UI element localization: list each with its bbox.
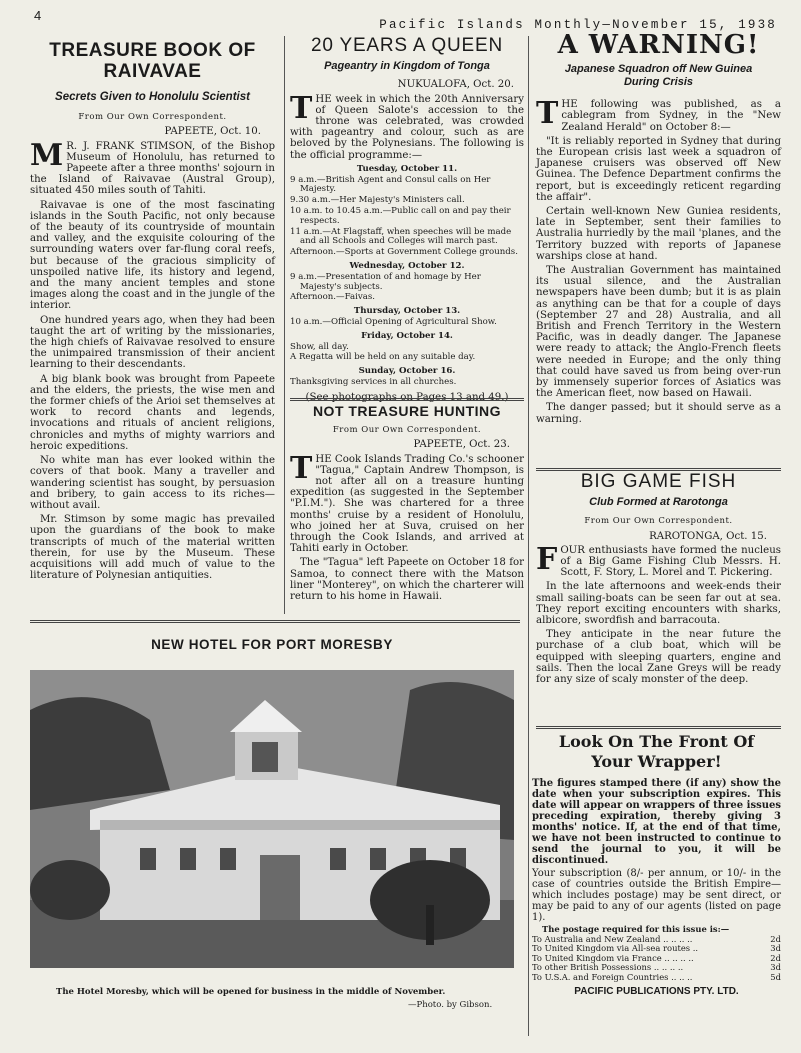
programme-item: Afternoon.—Sports at Government College grounds. <box>290 247 518 258</box>
column-rule-right <box>528 36 529 1036</box>
fish-article <box>536 471 781 688</box>
raivavae-subtitle: Secrets Given to Honolulu Scientist <box>55 91 250 103</box>
hunting-paragraph-1: HE Cook Islands Trading Co.'s schooner "Tagua," Captain Andrew Thompson, is not after all on a treasure hunting expedition (as suggested in the September "P.I.M."). She was chartered for a three months' cruise by a resident of Honolulu, who joined her at Suva, cruised on her through the Cook Islands, and arrived at Tahiti early in October. <box>290 453 524 555</box>
programme-day-3-items <box>290 318 524 328</box>
wrapper-title-line2: Your Wrapper! <box>591 752 722 771</box>
programme-item: 9.30 a.m.—Her Majesty's Ministers call. <box>290 195 465 206</box>
warning-paragraph-3: Certain well-known New Guniea residents, late in September, sent their families to Australia hurriedly by the mail 'planes, and the Territory buzzed with reports of Japanese warships close at hand. <box>536 206 781 262</box>
fish-title: BIG GAME FISH <box>580 471 737 492</box>
page-number: 4 <box>34 8 42 23</box>
warning-paragraph-2: "It is reliably reported in Sydney that during the European crisis last week a squadron of Japanese cruisers was observed off New Guinea. The Defence Department confirms the report, but is exceedingly reticent regarding the affair". <box>536 135 781 203</box>
warning-subtitle: Japanese Squadron off New Guinea During Crisis <box>564 63 753 89</box>
programme-day-5-items <box>290 378 524 388</box>
programme-item: 9 a.m.—Presentation of and homage by Her Majesty's subjects. <box>290 271 481 292</box>
warning-paragraph-5: The danger passed; but it should serve as a warning. <box>536 402 781 425</box>
hotel-illustration <box>30 670 514 968</box>
hunting-dateline: PAPEETE, Oct. 23. <box>413 439 510 451</box>
programme-day-5: Sunday, October 16. <box>358 366 456 377</box>
raivavae-paragraph-5: No white man has ever looked within the covers of that book. Many a traveller and wandering scientist has sought, by persuasion and bribery, to gain access to its riches—without avail. <box>30 455 275 511</box>
warning-paragraph-4: The Australian Government has maintained its usual silence, and the Australian newspapers have been dumb; but it is as plain as anything can be that for a couple of days (September 27 and 28) Australia, and all British and French Territory in the Western Pacific, was in deadly danger. The Japanese were ready to attack; the Anglo-French fleets were needed in Europe; and the only thing that could have saved us from being over-run by immensely superior forces of Asiatics was the American fleet, now based on Hawaii. <box>536 265 781 400</box>
raivavae-paragraph-6: Mr. Stimson by some magic has prevailed upon the guardians of the book to make transcripts of much of the material written therein, for use by the Museum. These acquisitions will add much of value to the literature of Polynesian antiquities. <box>30 514 275 582</box>
tonga-title: 20 YEARS A QUEEN <box>311 35 503 56</box>
postage-destination: To U.S.A. and Foreign Countries .. .. .. <box>532 971 693 982</box>
hunting-paragraph-2: The "Tagua" left Papeete on October 18 for Samoa, to connect there with the Matson liner "Monterey", on which the charterer will return to his home in Hawaii. <box>290 557 524 603</box>
raivavae-paragraph-4: A big blank book was brought from Papeete and the elders, the priests, the wise men and the former chiefs of the Arioi set themselves at work to record chants and legends, invocations and rituals of ancient religions, chronicles and myths of mighty warriors and heroic expeditions. <box>30 373 275 452</box>
postage-cost: 2d <box>770 952 781 963</box>
wrapper-title-line1: Look On The Front Of <box>558 732 755 751</box>
warning-paragraph-1: HE following was published, as a cablegram from Sydney, in the "New Zealand Herald" on October 8:— <box>561 99 781 133</box>
programme-day-2: Wednesday, October 12. <box>349 261 465 271</box>
fish-paragraph-3: They anticipate in the near future the purchase of a club boat, which will be equipped with sleeping quarters, engine and sails. Then the local Zane Greys will be ready for any size of scaly monster of the deep. <box>536 629 781 686</box>
hunting-title: NOT TREASURE HUNTING <box>312 403 502 419</box>
postage-cost: 3d <box>770 943 781 954</box>
programme-day-1-items <box>290 176 524 258</box>
wrapper-notice <box>532 732 781 997</box>
postage-heading: The postage required for this issue is:— <box>542 924 730 934</box>
hunting-drop-cap: T <box>290 450 313 486</box>
tonga-photo-note: (See photographs on Pages 13 and 49.) <box>305 391 509 403</box>
column-rule-left <box>284 36 285 614</box>
postage-cost: 3d <box>770 962 781 973</box>
raivavae-correspondent: From Our Own Correspondent. <box>78 112 227 123</box>
raivavae-paragraph-2: Raivavae is one of the most fascinating islands in the South Pacific, not only because of the beauty of its countryside of mountain and valley, and the exquisite colouring of the surrounding waters over far-flung coral reefs, but because of the gracious simplicity of unspoiled native life, its history and legend, and the many ancient temples and stone images along the coast and in the jungle of the interior. <box>30 199 275 312</box>
fish-subtitle: Club Formed at Rarotonga <box>589 496 728 509</box>
hotel-photo-credit: —Photo. by Gibson. <box>408 1000 493 1010</box>
programme-day-4: Friday, October 14. <box>361 330 453 341</box>
postage-cost: 5d <box>770 971 781 982</box>
fish-drop-cap: F <box>536 541 558 577</box>
raivavae-paragraph-3: One hundred years ago, when they had been taught the art of writing by the missionaries, the high chiefs of Raivavae resolved to ensure the unimpaired transmission of their ancient learning to their descendants. <box>30 314 275 371</box>
fish-correspondent: From Our Own Correspondent. <box>584 516 733 527</box>
programme-day-4-items <box>290 343 524 364</box>
wrapper-expiry-notice: The figures stamped there (if any) show the date when your subscription expires. This date will appear on wrappers of three issues preceding expiration, thereby giving 3 months' notice. If, at the end of that time, we have not been instructed to continue to send the journal to you, it will be discontinued. <box>532 778 781 866</box>
rule-above-hotel <box>30 620 520 623</box>
hotel-title: NEW HOTEL FOR PORT MORESBY <box>151 637 393 652</box>
hotel-caption: The Hotel Moresby, which will be opened for business in the middle of November. <box>56 987 446 997</box>
programme-item: 10 a.m.—Official Opening of Agricultural Show. <box>290 316 497 327</box>
postage-table <box>532 925 781 983</box>
raivavae-title-line2: RAIVAVAE <box>103 61 202 82</box>
programme-item: Afternoon.—Faivas. <box>290 292 375 303</box>
hotel-photo <box>30 670 514 968</box>
programme-item: 10 a.m. to 10.45 a.m.—Public call on and pay their respects. <box>290 206 511 226</box>
fish-paragraph-2: In the late afternoons and week-ends their small sailing-boats can be seen far out at sea. They report exciting encounters with sharks, albicore, swordfish and barracouta. <box>536 581 781 627</box>
raivavae-dateline: PAPEETE, Oct. 10. <box>164 126 261 138</box>
publisher-name: PACIFIC PUBLICATIONS PTY. LTD. <box>574 985 739 997</box>
raivavae-drop-cap: M <box>30 137 64 173</box>
programme-day-3: Thursday, October 13. <box>353 306 461 317</box>
tonga-subtitle: Pageantry in Kingdom of Tonga <box>324 60 490 73</box>
warning-drop-cap: T <box>536 96 559 132</box>
tonga-drop-cap: T <box>290 90 313 126</box>
postage-row <box>532 973 781 983</box>
raivavae-title-line1: TREASURE BOOK OF <box>49 40 256 61</box>
raivavae-paragraph-1: R. J. FRANK STIMSON, of the Bishop Museum of Honolulu, has returned to Papeete after a three months' sojourn in the Island of Raivavae (Austral Group), situated 450 miles south of Tahiti. <box>30 140 275 197</box>
fish-dateline: RAROTONGA, Oct. 15. <box>649 530 767 542</box>
postage-destination: To other British Possessions .. .. .. .. <box>532 962 684 973</box>
postage-cost: 2d <box>770 933 781 944</box>
tonga-paragraph-1: HE week in which the 20th Anniversary of Queen Salote's accession to the throne was celebrated, was crowded with pageantry and colour, such as are beloved by the Polynesians. The following is the official programme:— <box>290 93 524 161</box>
tonga-programme <box>290 165 524 388</box>
tonga-dateline: NUKUALOFA, Oct. 20. <box>397 79 514 91</box>
raivavae-article <box>30 40 275 584</box>
postage-destination: To United Kingdom via France .. .. .. .. <box>532 952 694 963</box>
programme-item: 9 a.m.—British Agent and Consul calls on Her Majesty. <box>290 174 491 195</box>
rule-above-wrapper <box>536 726 781 729</box>
tonga-article <box>290 35 524 406</box>
programme-day-2-items <box>290 273 524 303</box>
programme-item: A Regatta will be held on any suitable day. <box>290 352 476 363</box>
warning-article <box>536 30 781 428</box>
programme-item: Show, all day. <box>290 341 349 352</box>
hunting-article <box>290 403 524 605</box>
postage-destination: To United Kingdom via All-sea routes .. <box>532 943 699 954</box>
warning-title: A WARNING! <box>557 30 760 60</box>
postage-destination: To Australia and New Zealand .. .. .. .. <box>532 933 693 944</box>
fish-paragraph-1: OUR enthusiasts have formed the nucleus of a Big Game Fishing Club Messrs. H. Scott, F. Story, L. Morel and T. Pickering. <box>560 544 781 579</box>
running-head: Pacific Islands Monthly—November 15, 1938 <box>379 18 777 32</box>
programme-day-1: Tuesday, October 11. <box>356 163 458 174</box>
postage-rows <box>532 935 781 983</box>
hunting-correspondent: From Our Own Correspondent. <box>332 425 482 436</box>
programme-item: Thanksgiving services in all churches. <box>290 376 457 387</box>
rule-above-hunting <box>290 398 524 401</box>
programme-item: 11 a.m.—At Flagstaff, when speeches will be made and all Schools and Colleges will march past. <box>290 226 512 247</box>
wrapper-subscription-text: Your subscription (8/- per annum, or 10/- in the case of countries outside the British Empire—which includes postage) may be sent direct, or may be paid to any of our agents (listed on page 1). <box>532 868 781 923</box>
